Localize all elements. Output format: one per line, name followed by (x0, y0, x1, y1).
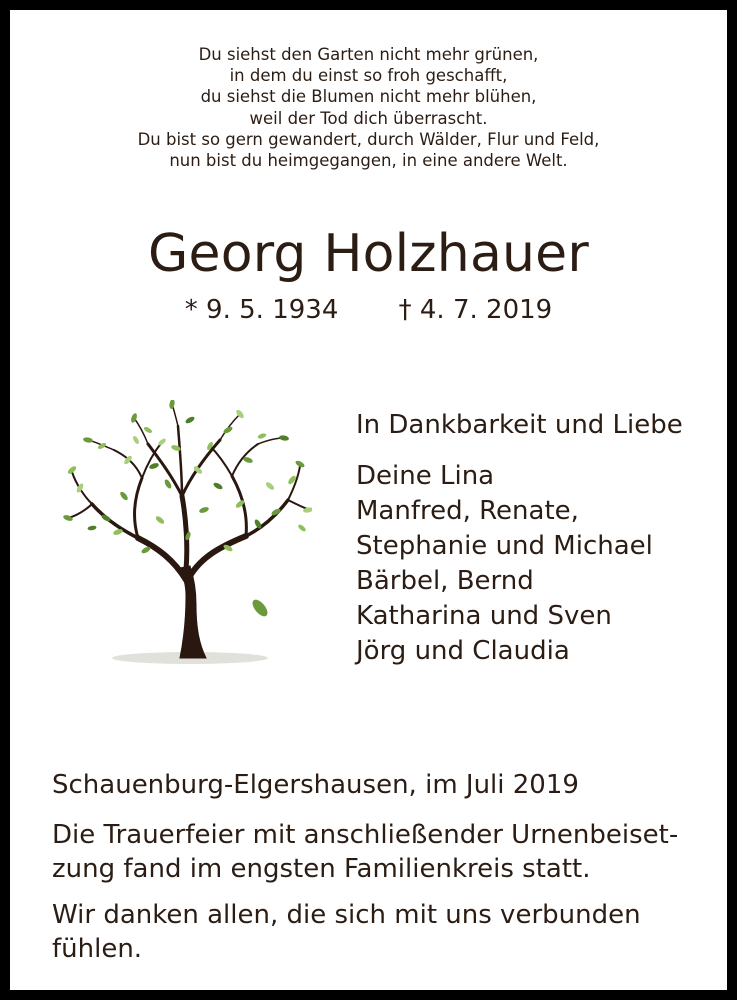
funeral-notice (52, 818, 712, 886)
life-dates (10, 294, 727, 326)
tree-trunk (68, 404, 310, 658)
tree-leaf (265, 481, 276, 491)
signer-name: Bärbel, Bernd (356, 566, 534, 596)
tree-leaf (279, 435, 290, 442)
signer-name: Stephanie und Michael (356, 531, 653, 561)
tree-leaf (87, 525, 97, 531)
falling-leaf (250, 597, 271, 619)
signers (356, 408, 727, 669)
tree-leaf (297, 523, 307, 532)
tree-leaf (169, 400, 176, 409)
tree-leaf (62, 514, 73, 522)
death-date: † 4. 7. 2019 (398, 295, 553, 325)
signer-name: Katharina und Sven (356, 601, 612, 631)
notice-line: zung fand im engsten Familienkreis statt. (52, 854, 591, 884)
obituary-card (10, 10, 727, 990)
poem-line: in dem du einst so froh geschafft, (229, 66, 508, 86)
notice-line: Die Trauerfeier mit anschließender Urnenbeiset- (52, 820, 679, 850)
tree-leaf (132, 435, 140, 445)
birth-date: * 9. 5. 1934 (184, 295, 339, 325)
tree-leaf (198, 506, 209, 514)
tree-leaf (119, 491, 129, 502)
deceased-name: Georg Holzhauer (148, 224, 589, 284)
tree-leaf (155, 515, 166, 525)
poem-line: du siehst die Blumen nicht mehr blühen, (200, 87, 537, 107)
poem-line: weil der Tod dich überrascht. (249, 108, 488, 128)
thanks-text (52, 898, 712, 966)
tree-leaf (212, 481, 223, 490)
signer-name: Deine Lina (356, 461, 495, 491)
tree-leaf (83, 437, 94, 444)
poem-line: nun bist du heimgegangen, in eine andere Welt. (169, 151, 568, 171)
signer-name: Jörg und Claudia (356, 636, 570, 666)
thanks-line: Wir danken allen, die sich mit uns verbunden (52, 900, 641, 930)
signers-intro: In Dankbarkeit und Liebe (356, 410, 683, 440)
tree-leaf (257, 432, 267, 439)
thanks-line: fühlen. (52, 934, 143, 964)
tree-leaf (148, 462, 159, 470)
tree-leaf (184, 415, 195, 424)
poem-line: Du bist so gern gewandert, durch Wälder, Flur und Feld, (137, 129, 600, 149)
tree-icon (62, 400, 312, 670)
poem (10, 44, 727, 171)
place-and-date: Schauenburg-Elgershausen, im Juli 2019 (52, 770, 579, 800)
signer-name: Manfred, Renate, (356, 496, 579, 526)
poem-line: Du siehst den Garten nicht mehr grünen, (198, 45, 539, 64)
tree-leaf (143, 426, 153, 434)
